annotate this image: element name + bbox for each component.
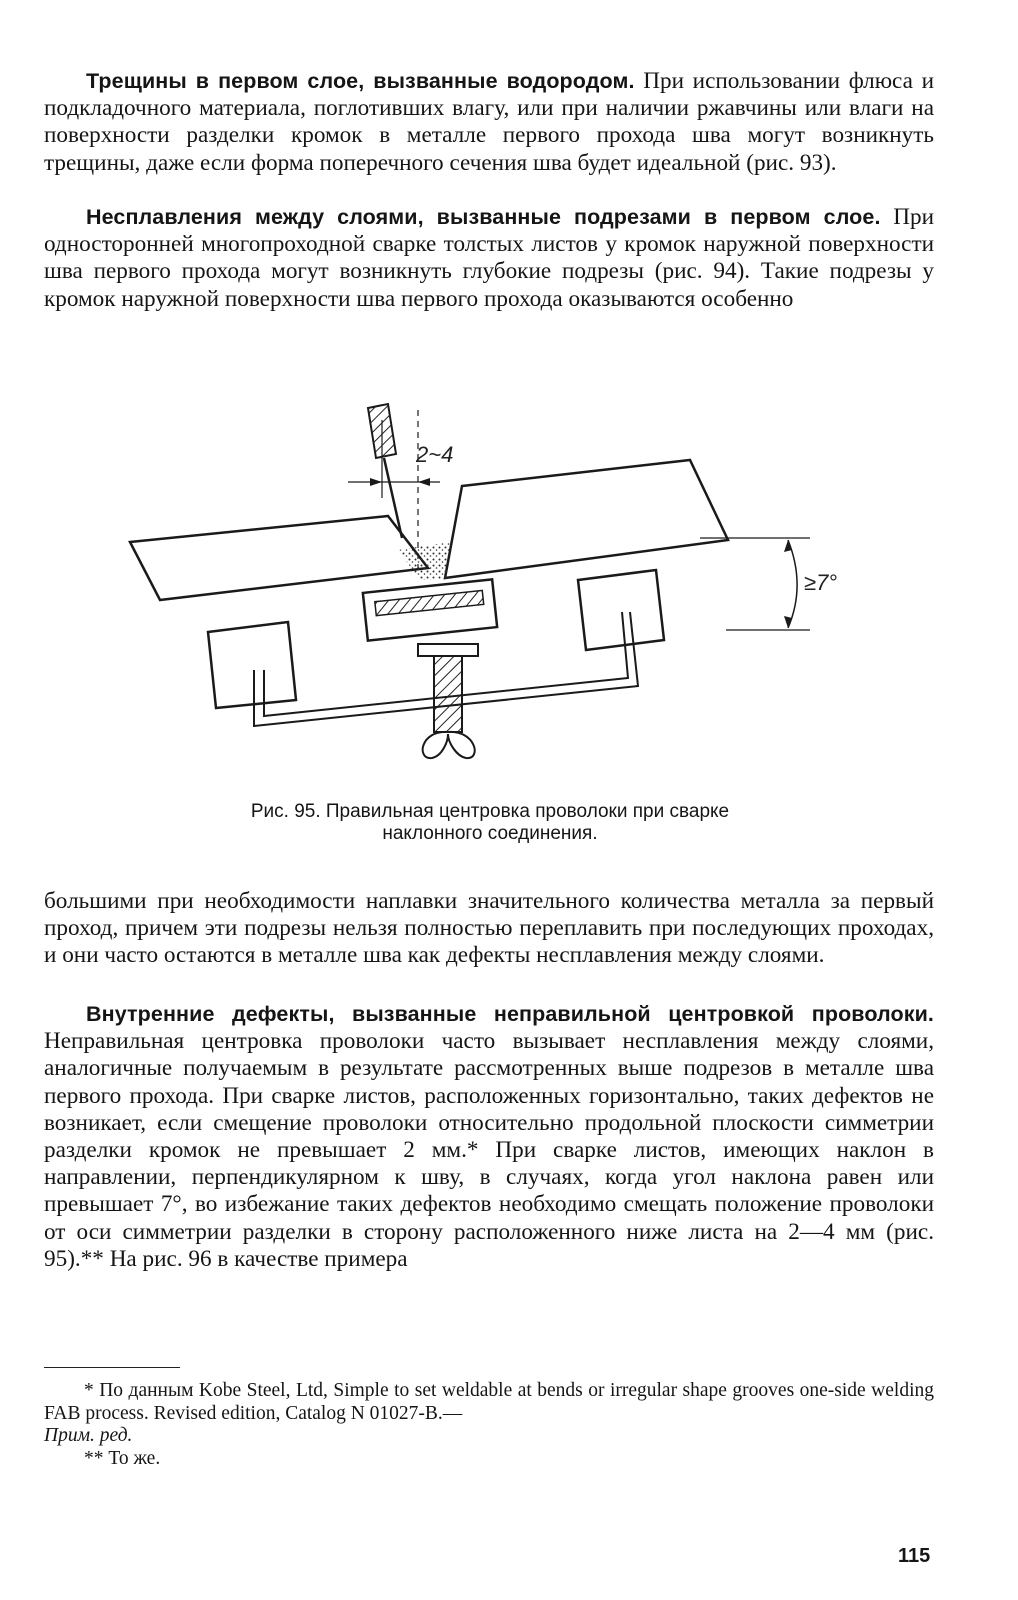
figure-wire-centering-diagram	[120, 390, 880, 790]
gap-arrow-right	[418, 478, 430, 486]
caption-line-1: Рис. 95. Правильная центровка проволоки при сварке	[250, 801, 730, 822]
welding-wire	[384, 458, 402, 538]
paragraph-heading: Внутренние дефекты, вызванные неправильной центровкой проволоки.	[86, 1002, 934, 1026]
paragraph-continuation	[44, 888, 934, 970]
footnote-rule	[44, 1367, 180, 1368]
left-plate	[130, 516, 428, 600]
footnotes	[44, 1380, 934, 1470]
fixture-block-left	[208, 622, 296, 708]
angle-arc	[788, 540, 797, 628]
paragraph-text: Неправильная центровка проволоки часто вызывает несплавления между слоями, аналогичные получаемым в результате рассмотренных выше подрезов в металле шва первого прохода. При сварке листов, расположенных горизонтально, таких дефектов не возникает, если смещение проволоки относительно продольной плоскости симметрии разделки кромок не превышает 2 мм.* При сварке листов, имеющих наклон в направлении, перпендикулярном к шву, в случаях, когда угол наклона равен или превышает 7°, во избежание таких дефектов необходимо смещать положение проволоки от оси симметрии разделки в сторону расположенного ниже листа на 2—4 мм (рис. 95).** На рис. 96 в качестве примера	[44, 1028, 934, 1272]
paragraph-text: При односторонней многопроходной сварке толстых листов у кромок наружной поверхности шва первого прохода могут возникнуть глубокие подрезы (рис. 94). Такие подрезы у кромок наружной поверхности шва первого прохода оказываются особенно	[44, 204, 934, 312]
clamp-plate	[418, 644, 478, 656]
footnote-2: ** То же.	[84, 1447, 161, 1469]
footnote-1	[44, 1380, 934, 1448]
paragraph-interlayer-fusion	[44, 204, 934, 313]
page-number: 115	[898, 1545, 931, 1567]
footnote-1-text: * По данным Kobe Steel, Ltd, Simple to set weldable at bends or irregular shape grooves one-side welding FAB process. Revised edition, Catalog N 01027-B.—	[44, 1380, 934, 1424]
footnote-1-editor-note: Прим. ред.	[44, 1425, 133, 1446]
angle-label: ≥7°	[804, 570, 838, 595]
caption-line-2: наклонного соединения.	[382, 823, 598, 844]
clamp-handle	[423, 732, 475, 758]
figure-caption	[150, 801, 830, 845]
gap-arrow-left	[370, 478, 382, 486]
backing-inner	[375, 590, 484, 615]
gap-label: 2~4	[416, 442, 454, 467]
fixture-block-right	[578, 570, 664, 650]
paragraph-text: большими при необходимости наплавки значительного количества металла за первый проход, причем эти подрезы нельзя полностью переплавить при последующих проходах, и они часто остаются в металле шва как дефекты несплавления между слоями.	[44, 888, 934, 969]
paragraph-text: При использовании флюса и подкладочного материала, поглотивших влагу, или при наличии ржавчины или влаги на поверхности разделки кромок в металле первого прохода шва могут возникнуть трещины, даже если форма поперечного сечения шва будет идеальной (рис. 93).	[44, 68, 935, 176]
paragraph-heading: Трещины в первом слое, вызванные водородом.	[86, 69, 635, 93]
paragraph-hydrogen-cracks	[44, 68, 934, 177]
clamp-stem	[434, 656, 462, 732]
paragraph-wire-centering	[44, 1001, 934, 1273]
right-plate	[445, 460, 728, 578]
paragraph-heading: Несплавления между слоями, вызванные подрезами в первом слое.	[86, 205, 881, 229]
flux-fill	[398, 542, 450, 580]
